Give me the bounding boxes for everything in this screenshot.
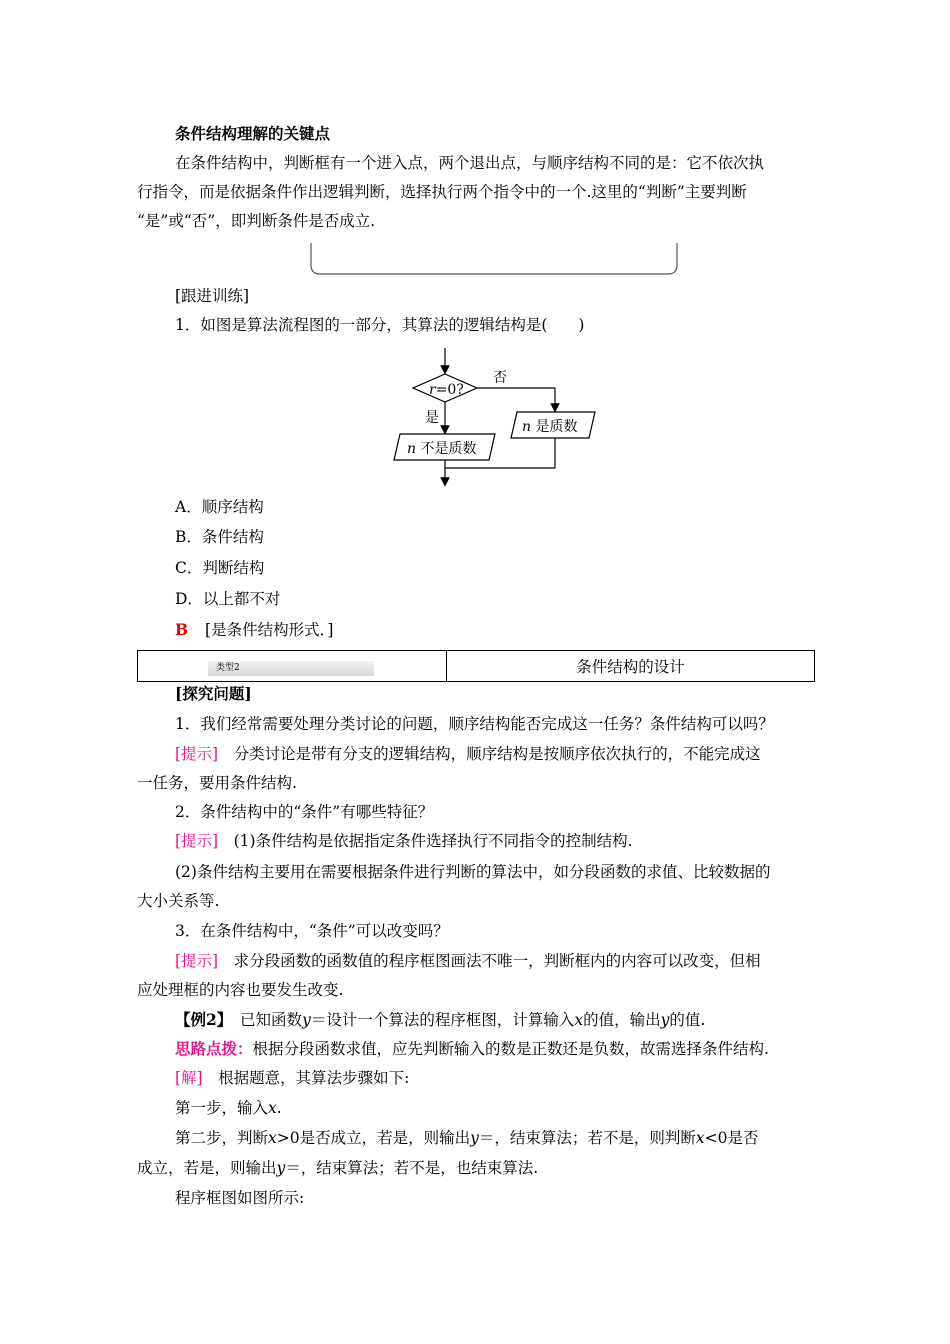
section-header xyxy=(137,650,815,682)
example-statement: 【例2】 已知函数y＝设计一个算法的程序框图，计算输入x的值，输出y的值. xyxy=(175,1010,706,1029)
step-1: 第一步，输入x. xyxy=(175,1099,282,1117)
explore-a2-line3: 大小关系等. xyxy=(137,892,220,910)
explore-a3-line1: [提示] 求分段函数的函数值的程序框图画法不唯一，判断框内的内容可以改变，但相 xyxy=(175,952,761,970)
explore-a1-line1: [提示] 分类讨论是带有分支的逻辑结构，顺序结构是按顺序依次执行的，不能完成这 xyxy=(175,745,761,763)
explore-a3-line2: 应处理框的内容也要发生改变. xyxy=(137,981,344,999)
explore-heading: [探究问题] xyxy=(175,684,252,703)
answer-text: [是条件结构形式．] xyxy=(205,621,334,639)
yes-label: 是 xyxy=(425,410,439,426)
hint-label: [提示] xyxy=(175,745,219,763)
hint-label: [提示] xyxy=(175,952,219,970)
step-2-line2: 成立，若是，则输出y＝，结束算法；若不是，也结束算法. xyxy=(137,1159,539,1177)
flowchart xyxy=(385,348,605,488)
step-2-line1: 第二步，判断x>0是否成立，若是，则输出y＝，结束算法；若不是，则判断x<0是否 xyxy=(175,1129,759,1147)
training-question: 1．如图是算法流程图的一部分，其算法的逻辑结构是( ) xyxy=(175,316,585,334)
no-label: 否 xyxy=(493,370,507,386)
explore-q3: 3．在条件结构中，“条件”可以改变吗？ xyxy=(175,922,449,940)
thinking-hint: 思路点拨：根据分段函数求值，应先判断输入的数是正数还是负数，故需选择条件结构. xyxy=(175,1039,769,1058)
key-point-title: 条件结构理解的关键点 xyxy=(175,124,331,143)
decision-text: r=0? xyxy=(429,382,464,398)
section-badge-cell xyxy=(138,651,447,682)
left-box-text: n 不是质数 xyxy=(407,441,477,457)
explore-a2-line2: (2)条件结构主要用在需要根据条件进行判断的算法中，如分段函数的求值、比较数据的 xyxy=(175,863,771,881)
explore-q1: 1．我们经常需要处理分类讨论的问题，顺序结构能否完成这一任务？条件结构可以吗？ xyxy=(175,715,774,733)
key-point-line-1: 在条件结构中，判断框有一个进入点，两个退出点，与顺序结构不同的是：它不依次执 xyxy=(175,154,765,172)
key-point-line-3: “是”或“否”，即判断条件是否成立. xyxy=(137,212,376,230)
answer xyxy=(175,620,333,640)
bracket-divider xyxy=(310,243,678,275)
section-title: 条件结构的设计 xyxy=(447,651,815,682)
key-point-line-2: 行指令，而是依据条件作出逻辑判断，选择执行两个指令中的一个.这里的“判断”主要判断 xyxy=(137,183,747,201)
option-b: B．条件结构 xyxy=(175,528,264,546)
option-d: D．以上都不对 xyxy=(175,590,281,608)
option-c: C．判断结构 xyxy=(175,559,265,577)
explore-a1-line2: 一任务，要用条件结构. xyxy=(137,774,297,792)
flowchart-caption: 程序框图如图所示: xyxy=(175,1189,305,1207)
solution-intro: [解] 根据题意，其算法步骤如下: xyxy=(175,1069,410,1087)
right-box-text: n 是质数 xyxy=(522,419,578,435)
hint-label: [提示] xyxy=(175,832,219,850)
explore-a2-line1: [提示] (1)条件结构是依据指定条件选择执行不同指令的控制结构. xyxy=(175,832,633,850)
training-heading: [跟进训练] xyxy=(175,287,250,305)
explore-q2: 2．条件结构中的“条件”有哪些特征？ xyxy=(175,803,434,821)
option-a: A．顺序结构 xyxy=(175,498,264,516)
section-badge: 类型2 xyxy=(208,661,374,676)
answer-letter: B xyxy=(175,620,189,639)
